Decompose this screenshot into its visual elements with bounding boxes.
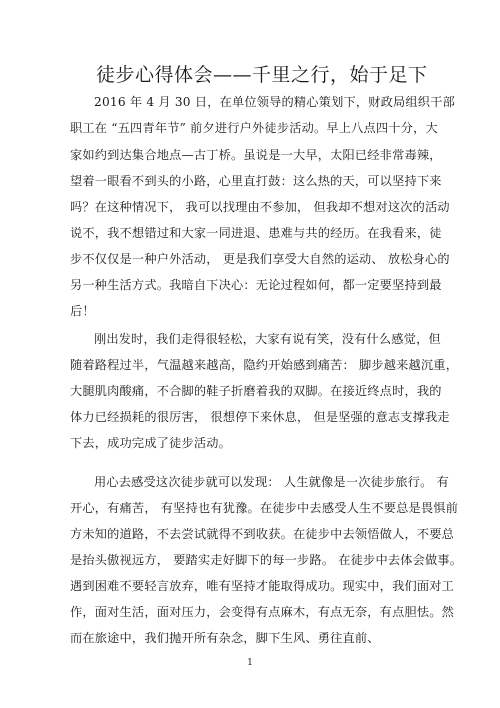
paragraph-3-line-5: 遇到困难不要轻言放弃，唯有坚持才能取得成功。现实中，我们面对工 [70, 579, 455, 593]
paragraph-1-line-1: 2016 年 4 月 30 日，在单位领导的精心策划下，财政局组织干部 [94, 95, 455, 109]
paragraph-3-line-1: 用心去感受这次徒步就可以发现： 人生就像是一次徒步旅行。 有 [94, 475, 449, 489]
paragraph-1-line-4: 望着一眼看不到头的小路，心里直打鼓：这么热的天，可以坚持下来 [70, 174, 442, 188]
paragraph-2-line-1: 刚出发时，我们走得很轻松，大家有说有笑，没有什么感觉，但 [94, 332, 441, 346]
paragraph-3-line-3: 方未知的道路，不去尝试就得不到收获。在徒步中去领悟做人，不要总 [70, 527, 455, 541]
paragraph-1-line-8: 另一种生活方式。我暗自下决心：无论过程如何，都一定要坚持到最 [70, 278, 442, 292]
paragraph-2-line-2: 随着路程过半，气温越来越高，隐约开始感到痛苦： 脚步越来越沉重， [70, 358, 459, 372]
document-title: 徒步心得体会——千里之行，始于足下 [96, 64, 428, 86]
paragraph-1-line-6: 说不，我不想错过和大家一同进退、患难与共的经历。在我看来，徒 [70, 226, 442, 240]
paragraph-3-line-4: 是抬头傲视远方， 要踏实走好脚下的每一步路。 在徒步中去体会做事。 [70, 553, 463, 567]
paragraph-3-line-2: 开心，有痛苦， 有坚持也有犹豫。在徒步中去感受人生不要总是畏惧前 [70, 501, 459, 515]
paragraph-3-line-7: 而在旅途中，我们抛开所有杂念，脚下生风、勇往直前、 [70, 631, 380, 645]
paragraph-2-line-4: 体力已经损耗的很厉害， 很想停下来休息， 但是坚强的意志支撑我走 [70, 410, 450, 424]
paragraph-1-line-5: 吗？在这种情况下， 我可以找理由不参加， 但我却不想对这次的活动 [70, 200, 450, 214]
paragraph-1-line-3: 家如约到达集合地点—古丁桥。虽说是一大早，太阳已经非常毒辣， [70, 148, 442, 162]
paragraph-1-line-7: 步不仅仅是一种户外活动， 更是我们享受大自然的运动、 放松身心的 [70, 252, 450, 266]
page-number: 1 [247, 658, 253, 668]
paragraph-2-line-5: 下去，成功完成了徒步活动。 [70, 436, 232, 450]
paragraph-2-line-3: 大腿肌肉酸痛，不合脚的鞋子折磨着我的双脚。在接近终点时，我的 [70, 384, 442, 398]
paragraph-1-line-9: 后！ [70, 304, 95, 318]
paragraph-1-line-2: 职工在 “五四青年节” 前夕进行户外徒步活动。早上八点四十分，大 [70, 121, 438, 135]
paragraph-3-line-6: 作，面对生活，面对压力，会变得有点麻木，有点无奈，有点胆怯。然 [70, 605, 455, 619]
